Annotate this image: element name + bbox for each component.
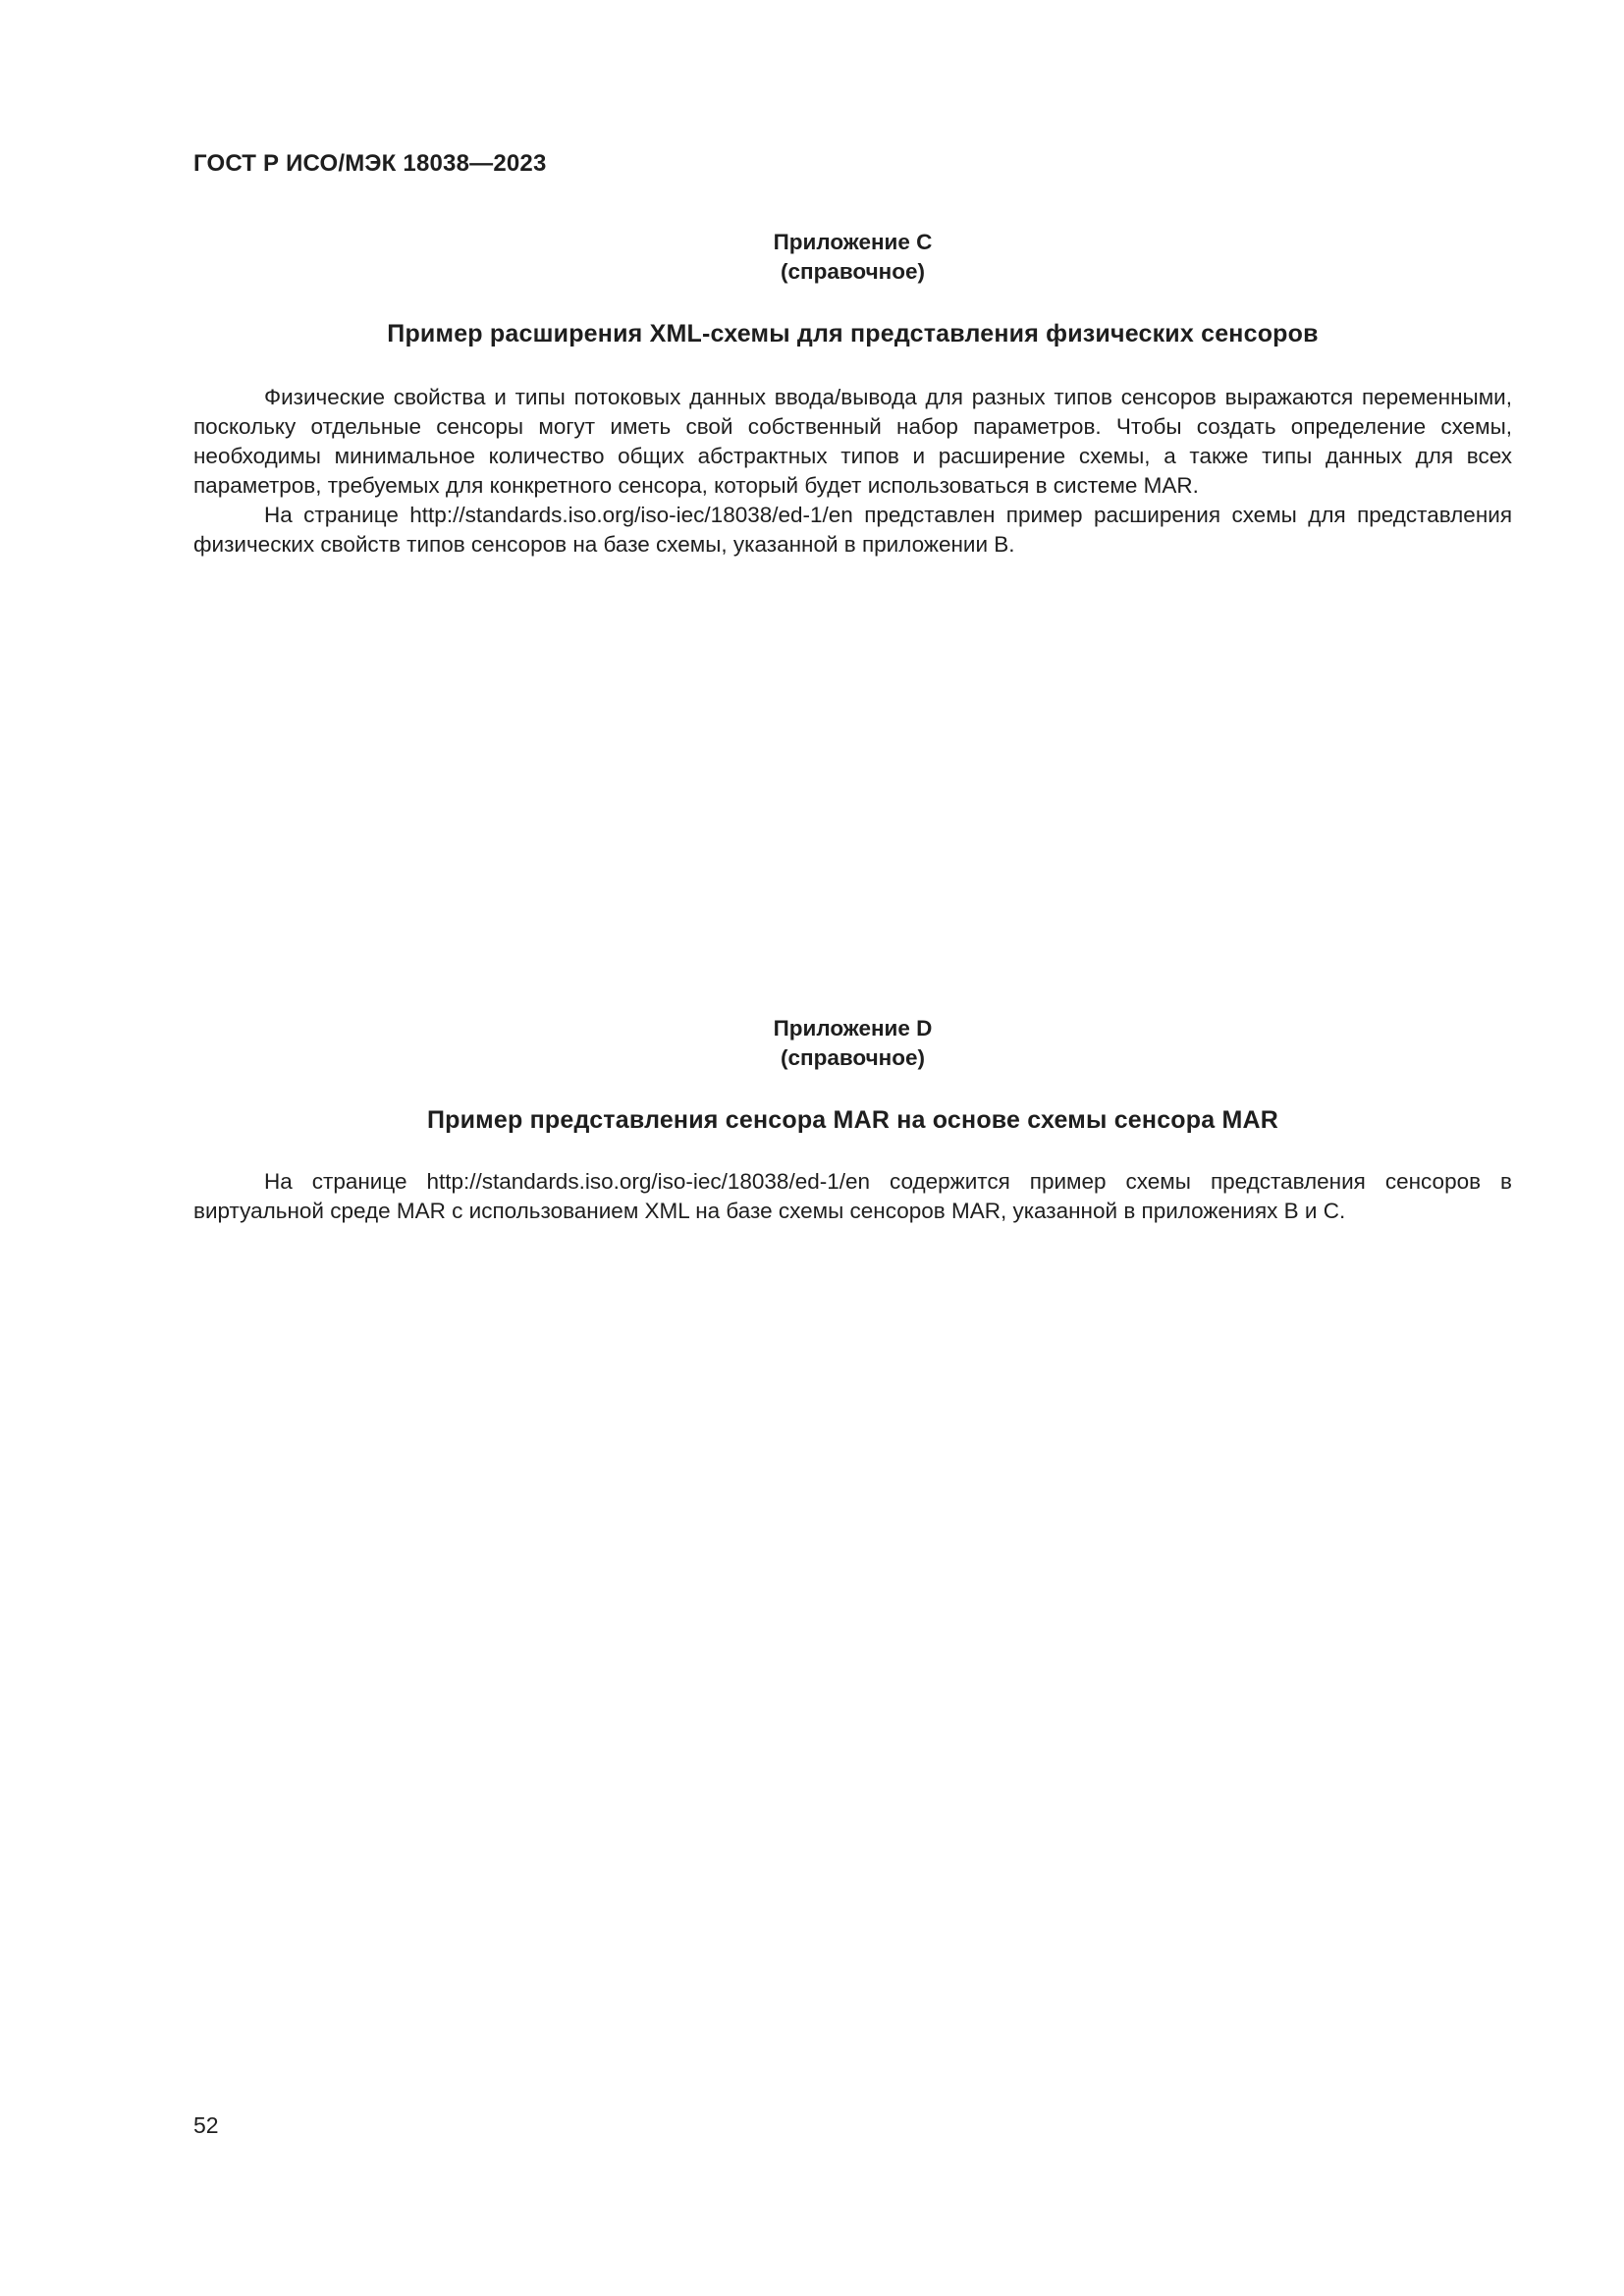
appendix-c-label: Приложение C [773, 230, 933, 254]
appendix-d-title: Пример представления сенсора MAR на основе схемы сенсора MAR [426, 1106, 1279, 1134]
appendix-c-paragraph-1: Физические свойства и типы потоковых данных ввода/вывода для разных типов сенсоров выражаются переменными, поскольку отдельные сенсоры могут иметь свой собственный набор параметров. Чтобы создать определение схемы, необходимы минимальное количество общих абстрактных типов и расширение схемы, а также типы данных для всех параметров, требуемых для конкретного сенсора, который будет использоваться в системе MAR. [193, 385, 1512, 498]
standard-header: ГОСТ Р ИСО/МЭК 18038—2023 [193, 150, 547, 177]
appendix-c-title: Пример расширения XML-схемы для представления физических сенсоров [387, 320, 1319, 347]
appendix-d-type: (справочное) [781, 1045, 925, 1070]
appendix-c-body [193, 383, 1512, 560]
appendix-c-type: (справочное) [781, 259, 925, 284]
appendix-d-paragraph-1: На странице http://standards.iso.org/iso-iec/18038/ed-1/en содержится пример схемы представления сенсоров в виртуальной среде MAR с использованием XML на базе схемы сенсоров MAR, указанной в приложениях B и C. [193, 1169, 1512, 1223]
appendix-d-heading [193, 1014, 1512, 1073]
appendix-c-paragraph-2: На странице http://standards.iso.org/iso-iec/18038/ed-1/en представлен пример расширения схемы для представления физических свойств типов сенсоров на базе схемы, указанной в приложении B. [193, 503, 1512, 557]
appendix-d-label: Приложение D [773, 1016, 933, 1041]
appendix-c-heading [193, 228, 1512, 287]
appendix-d-body [193, 1167, 1512, 1226]
page-number: 52 [193, 2112, 219, 2138]
